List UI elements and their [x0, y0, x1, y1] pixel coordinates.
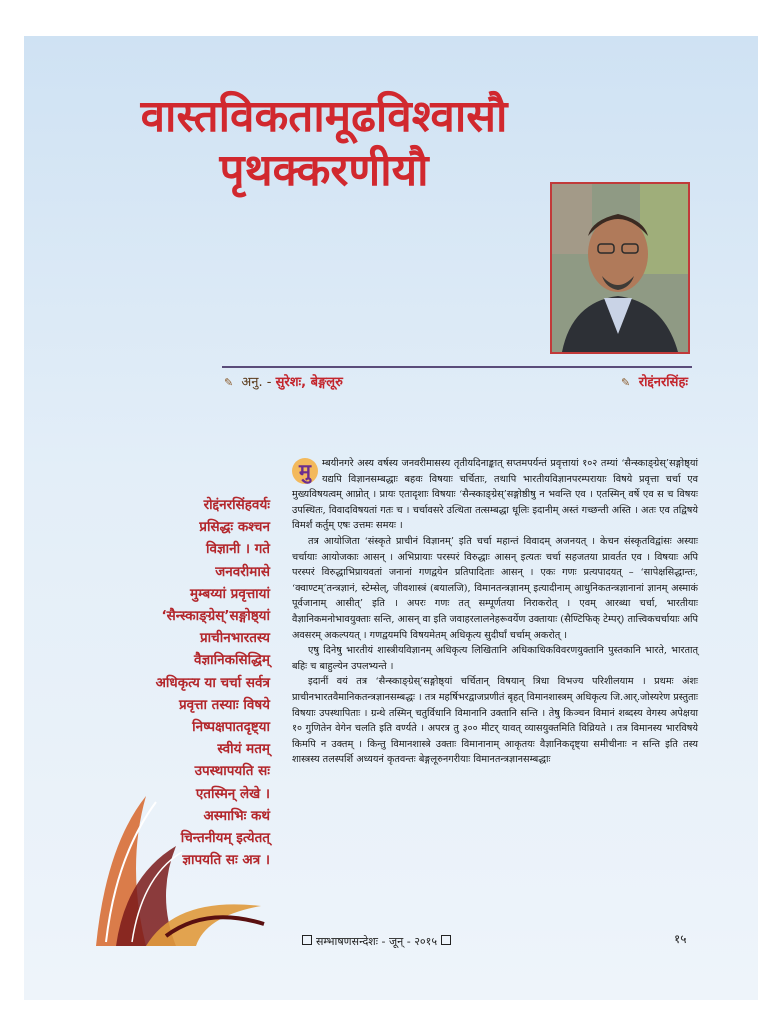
summary-line: ज्ञापयति सः अत्र । [182, 852, 270, 869]
pen-icon: ✎ [224, 376, 234, 389]
drop-cap: मु [292, 458, 318, 484]
summary-line: उपस्थापयति सः [194, 763, 270, 780]
summary-line: ‘सैन्स्काङ्ग्रेस्’सङ्गोष्ठ्यां [161, 608, 270, 625]
footer-magazine [298, 934, 455, 949]
summary-line: जनवरीमासे [215, 563, 270, 580]
article-title [104, 90, 544, 198]
title-line-2: पृथक्करणीयौ [219, 145, 429, 196]
article-paragraph: एषु दिनेषु भारतीयं शास्त्रीयविज्ञानम् अधिकृत्य लिखितानि अधिकाधिकविवरणयुक्तानि पुस्तकानि भारते, भारतात् बहिः च बाहुल्येन उपलभ्यन्ते । [292, 645, 698, 672]
summary-line: अधिकृत्य या चर्चा सर्वत्र [155, 674, 270, 691]
article-paragraph: मु म्बयीनगरे अस्य वर्षस्य जनवरीमासस्य तृतीयदिनाङ्कात् सप्तमपर्यन्तं प्रवृत्तायां १०२ तम्यां ‘सैन्स्काङ्ग्रेस्’सङ्गोष्ठ्यां यद्यपि विज्ञानसम्बद्धाः बहवः विषयाः चर्चिताः, तथापि भारतीयविज्ञानपरम्परायाः विषये प्रवृत्ता चर्चा एव मुख्यविषयत्वम् आप्नोत् । प्रायः एतादृशाः विषयाः ‘सैन्स्काङ्ग्रेस्’सङ्गोष्ठीषु न भवन्ति एव । एतस्मिन् वर्षे एव स च विषयः उपस्थितः, विवादविषयतां गतः च । चर्चावसरे उत्थिता तत्सम्बद्धा धूलिः इदानीम् अस्तं गच्छन्ती अस्ति । अतः एव तद्विषये विमर्शं कर्तुम् एषः उत्तमः समयः । [292, 458, 698, 532]
summary-line: अस्माभिः कथं [203, 807, 270, 824]
summary-line: मुम्बय्यां प्रवृत्तायां [190, 585, 270, 602]
title-line-1: वास्तविकतामूढविश्वासौ [140, 91, 508, 142]
summary-line: प्राचीनभारतस्य [199, 630, 270, 647]
summary-line: एतस्मिन् लेखे । [195, 785, 270, 802]
article-paragraph: इदानीं वयं तत्र ‘सैन्स्काङ्ग्रेस्’सङ्गोष्ठ्यां चर्चितान् विषयान् त्रिधा विभज्य परिशीलयाम । प्रथमः अंशः प्राचीनभारतवैमानिकतन्त्रज्ञानसम्बद्धः । तत्र महर्षिभरद्वाजप्रणीतं बृहत् विमानशास्त्रम् अधिकृत्य जि.आर्.जोस्यरेण प्रस्तुताः विषयाः उपस्थापिताः । ग्रन्थे तस्मिन् चतुर्विधानि विमानानि उक्तानि सन्ति । तेषु किञ्चन विमानं शब्दस्य वेगस्य अपेक्षया १० गुणितेन वेगेन चलति इति वर्ण्यते । अपरत्र तु ३०० मीटर् यावत् व्यासयुक्तमिति विव्रियते । तत्र विमानस्य भारविषये किमपि न उक्तम् । किन्तु विमानशास्त्रे उक्ताः विमानानाम् आकृतयः वैज्ञानिकदृष्ट्या समीचीनाः न सन्ति इति तस्य शास्त्रस्य तलस्पर्शि अध्ययनं कृतवन्तः बेङ्गलूरुनगरीयाः विमानतन्त्रज्ञानसम्बद्धाः [292, 676, 698, 766]
title-divider [222, 366, 692, 368]
article-paragraph: तत्र आयोजिता ‘संस्कृते प्राचीनं विज्ञानम्’ इति चर्चा महान्तं विवादम् अजनयत् । केचन संस्कृतविद्वांसः अस्याः चर्चायाः आयोजकाः आसन् । अभिप्रायाः परस्परं विरुद्धाः आसन् इत्यतः चर्चा सहजतया प्रावर्तत एव । विषयाः अपि परस्परं विरुद्धाभिप्रायवतां जनानां गणद्वयेन प्रतिपादिताः आसन् । एकः गणः प्रत्यपादयत् – ‘सापेक्षसिद्धान्तः, ‘क्वाण्टम्’तन्त्रज्ञानं, स्टेम्सेल्, जीवशास्त्रं (बयालजि), विमानतन्त्रज्ञानम् इत्यादीनाम् आधुनिकतन्त्रज्ञानानां ज्ञानम् अस्माकं पूर्वजानाम् आसीत्’ इति । अपरः गणः तत् सम्पूर्णतया निराकरोत् । एवम् आरब्धा चर्चा, भारतीयाः वैज्ञानिकमनोभावयुक्ताः सन्ति, आसन् वा इति जवाहरलालनेहरूवर्येण उक्तायाः (सैण्टिफिक् टेम्पर्) तात्त्विकचर्चायाः अपि अवसरम् अकल्पयत् । गणद्वयमपि विषयमेतम् अधिकृत्य सुदीर्घां चर्चाम् अकरोत् । [292, 535, 698, 641]
summary-line: प्रवृत्ता तस्याः विषये [178, 696, 270, 713]
author-name: रोद्दंनरसिंहः [638, 375, 688, 390]
summary-line: रोद्दंनरसिंहवर्यः [203, 497, 270, 513]
article-body [292, 456, 698, 768]
pen-icon: ✎ [621, 376, 631, 389]
translator-name: सुरेशः, बेङ्गलूरु [275, 375, 343, 390]
summary-line: वैज्ञानिकसिद्धिम् [194, 652, 270, 669]
box-icon [441, 935, 451, 945]
summary-line: चिन्तनीयम् इत्येतत् [180, 830, 270, 847]
summary-line: प्रसिद्धः कश्चन [199, 519, 270, 536]
box-icon [302, 935, 312, 945]
magazine-issue: सम्भाषणसन्देशः - जून् - २०१५ [316, 935, 438, 948]
translator-byline [224, 372, 343, 390]
decorative-swoosh [86, 756, 266, 946]
summary-line: विज्ञानी । गते [206, 541, 270, 558]
author-byline [621, 372, 688, 390]
summary-line: स्वीयं मतम् [217, 741, 270, 758]
author-photo [550, 182, 690, 354]
translator-prefix: अनु. - [241, 375, 272, 390]
author-portrait-image [552, 184, 688, 352]
summary-line: निष्पक्षपातदृष्ट्या [192, 719, 270, 736]
page-number: १५ [674, 932, 687, 946]
magazine-page [24, 36, 758, 1000]
